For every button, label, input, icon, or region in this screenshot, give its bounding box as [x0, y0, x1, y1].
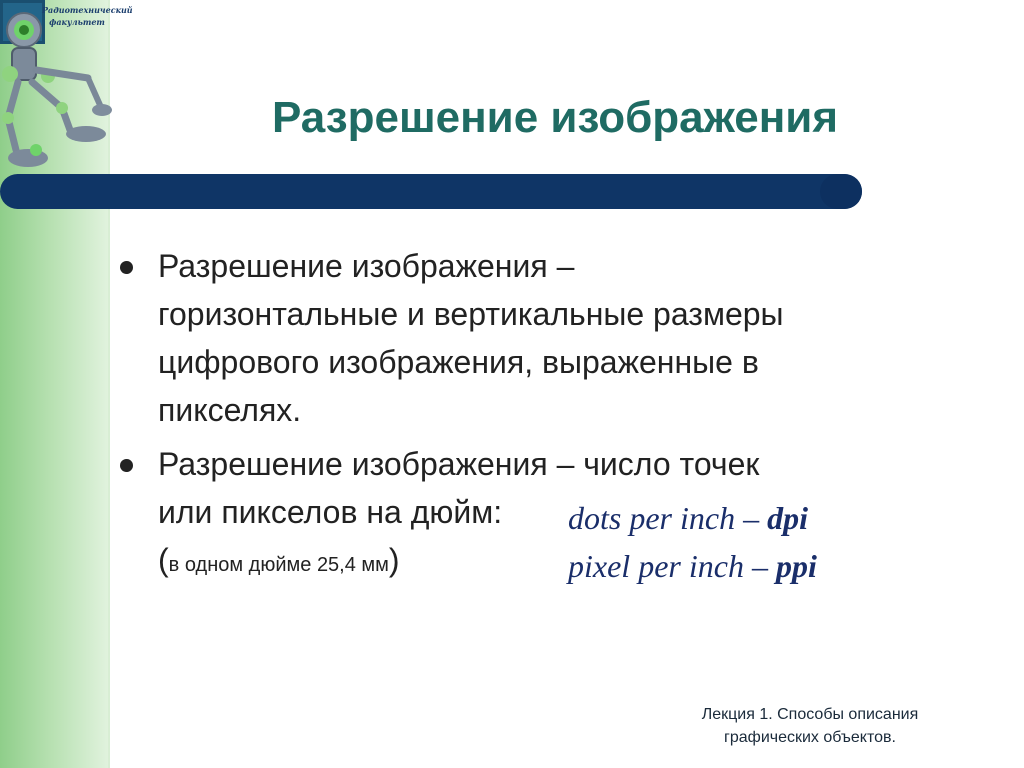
bullet-line: цифрового изображения, выраженные в — [158, 344, 759, 380]
term-ppi — [568, 542, 817, 590]
bullet-item-dpi — [118, 440, 978, 589]
term-dpi — [568, 494, 808, 542]
term-ppi-abbr: ppi — [775, 548, 817, 584]
bullet-line: Разрешение изображения – число точек — [158, 446, 760, 482]
bullet-line: или пикселов на дюйм: — [158, 494, 503, 530]
bullet-line: пикселях. — [158, 392, 302, 428]
faculty-logo-line2: факультет — [49, 17, 105, 27]
footer-line2: графических объектов. — [724, 729, 896, 746]
term-dpi-text: dots per inch – — [568, 500, 768, 536]
bullet-dot-icon — [120, 459, 133, 472]
bullet-item-definition — [118, 242, 978, 434]
faculty-logo-line1: Радиотехнический — [42, 5, 133, 15]
title-divider-bar — [0, 174, 862, 209]
term-ppi-text: pixel per inch – — [568, 548, 776, 584]
term-dpi-abbr: dpi — [767, 500, 808, 536]
bullet-dot-icon — [120, 261, 133, 274]
slide-title: Разрешение изображения — [271, 93, 839, 142]
bullet-line: Разрешение изображения – — [158, 248, 575, 284]
faculty-logo-text — [42, 4, 133, 28]
robot-logo — [0, 0, 133, 178]
paren-close: ) — [388, 542, 400, 578]
footer-lecture-caption — [660, 703, 960, 749]
footer-line1: Лекция 1. Способы описания — [701, 706, 919, 723]
bullet-line: горизонтальные и вертикальные размеры — [158, 296, 784, 332]
bullet-list — [118, 242, 978, 589]
inch-note: в одном дюйме 25,4 мм — [168, 554, 389, 576]
paren-open: ( — [158, 542, 169, 578]
